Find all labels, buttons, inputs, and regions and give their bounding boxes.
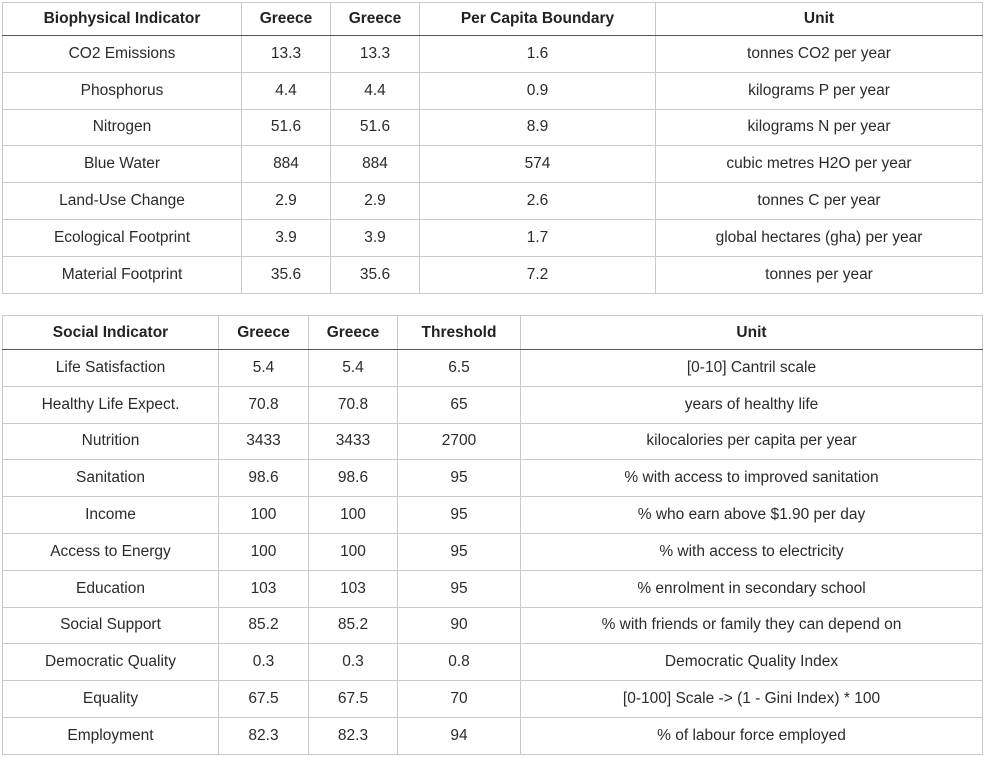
threshold-cell: 1.7	[420, 219, 656, 256]
unit-cell: % with access to improved sanitation	[521, 460, 983, 497]
indicator-cell: Life Satisfaction	[3, 350, 219, 387]
table-row	[3, 607, 983, 644]
unit-cell: tonnes CO2 per year	[656, 36, 983, 73]
table-row	[3, 717, 983, 754]
greece-value-cell: 51.6	[331, 109, 420, 146]
greece-value-cell: 103	[219, 570, 309, 607]
indicator-cell: Sanitation	[3, 460, 219, 497]
table-row	[3, 533, 983, 570]
indicator-cell: Material Footprint	[3, 256, 242, 293]
table-row	[3, 256, 983, 293]
table-row	[3, 109, 983, 146]
column-header-greece: Greece	[331, 3, 420, 36]
greece-value-cell: 13.3	[331, 36, 420, 73]
table-row	[3, 644, 983, 681]
greece-value-cell: 5.4	[309, 350, 398, 387]
greece-value-cell: 67.5	[309, 681, 398, 718]
greece-value-cell: 4.4	[242, 72, 331, 109]
greece-value-cell: 51.6	[242, 109, 331, 146]
table-row	[3, 146, 983, 183]
column-header-boundary: Per Capita Boundary	[420, 3, 656, 36]
threshold-cell: 574	[420, 146, 656, 183]
unit-cell: [0-10] Cantril scale	[521, 350, 983, 387]
table-row	[3, 386, 983, 423]
threshold-cell: 70	[398, 681, 521, 718]
greece-value-cell: 103	[309, 570, 398, 607]
greece-value-cell: 100	[309, 533, 398, 570]
unit-cell: tonnes per year	[656, 256, 983, 293]
column-header-greece: Greece	[242, 3, 331, 36]
greece-value-cell: 67.5	[219, 681, 309, 718]
table-row	[3, 183, 983, 220]
indicator-cell: Phosphorus	[3, 72, 242, 109]
greece-value-cell: 2.9	[242, 183, 331, 220]
threshold-cell: 0.9	[420, 72, 656, 109]
threshold-cell: 95	[398, 533, 521, 570]
greece-value-cell: 82.3	[309, 717, 398, 754]
threshold-cell: 90	[398, 607, 521, 644]
table-row	[3, 460, 983, 497]
greece-value-cell: 3.9	[331, 219, 420, 256]
indicator-cell: Ecological Footprint	[3, 219, 242, 256]
table-header-row	[3, 3, 983, 36]
threshold-cell: 8.9	[420, 109, 656, 146]
indicator-cell: Democratic Quality	[3, 644, 219, 681]
social-indicator-table	[2, 315, 983, 755]
unit-cell: global hectares (gha) per year	[656, 219, 983, 256]
threshold-cell: 2.6	[420, 183, 656, 220]
greece-value-cell: 98.6	[219, 460, 309, 497]
unit-cell: % who earn above $1.90 per day	[521, 497, 983, 534]
indicator-cell: Healthy Life Expect.	[3, 386, 219, 423]
column-header-unit: Unit	[521, 316, 983, 350]
table-row	[3, 36, 983, 73]
indicator-cell: Nutrition	[3, 423, 219, 460]
table-row	[3, 423, 983, 460]
greece-value-cell: 3.9	[242, 219, 331, 256]
table-row	[3, 72, 983, 109]
column-header-indicator: Biophysical Indicator	[3, 3, 242, 36]
indicator-cell: Nitrogen	[3, 109, 242, 146]
unit-cell: Democratic Quality Index	[521, 644, 983, 681]
table-row	[3, 497, 983, 534]
threshold-cell: 95	[398, 460, 521, 497]
threshold-cell: 2700	[398, 423, 521, 460]
indicator-cell: Income	[3, 497, 219, 534]
greece-value-cell: 5.4	[219, 350, 309, 387]
unit-cell: years of healthy life	[521, 386, 983, 423]
indicator-cell: Equality	[3, 681, 219, 718]
unit-cell: % with friends or family they can depend on	[521, 607, 983, 644]
unit-cell: % enrolment in secondary school	[521, 570, 983, 607]
indicator-cell: Education	[3, 570, 219, 607]
threshold-cell: 7.2	[420, 256, 656, 293]
table-header-row	[3, 316, 983, 350]
unit-cell: kilograms P per year	[656, 72, 983, 109]
threshold-cell: 65	[398, 386, 521, 423]
greece-value-cell: 3433	[309, 423, 398, 460]
greece-value-cell: 98.6	[309, 460, 398, 497]
unit-cell: % with access to electricity	[521, 533, 983, 570]
indicator-cell: Land-Use Change	[3, 183, 242, 220]
greece-value-cell: 13.3	[242, 36, 331, 73]
greece-value-cell: 100	[309, 497, 398, 534]
threshold-cell: 0.8	[398, 644, 521, 681]
column-header-greece: Greece	[219, 316, 309, 350]
table-row	[3, 681, 983, 718]
threshold-cell: 1.6	[420, 36, 656, 73]
greece-value-cell: 100	[219, 533, 309, 570]
indicator-cell: Access to Energy	[3, 533, 219, 570]
greece-value-cell: 70.8	[309, 386, 398, 423]
social-table-body	[3, 350, 983, 755]
biophysical-table-body	[3, 36, 983, 294]
greece-value-cell: 4.4	[331, 72, 420, 109]
greece-value-cell: 35.6	[242, 256, 331, 293]
indicator-cell: Employment	[3, 717, 219, 754]
greece-value-cell: 85.2	[219, 607, 309, 644]
threshold-cell: 6.5	[398, 350, 521, 387]
threshold-cell: 95	[398, 570, 521, 607]
indicator-cell: CO2 Emissions	[3, 36, 242, 73]
greece-value-cell: 82.3	[219, 717, 309, 754]
greece-value-cell: 2.9	[331, 183, 420, 220]
greece-value-cell: 85.2	[309, 607, 398, 644]
greece-value-cell: 35.6	[331, 256, 420, 293]
greece-value-cell: 0.3	[219, 644, 309, 681]
greece-value-cell: 884	[331, 146, 420, 183]
greece-value-cell: 884	[242, 146, 331, 183]
table-row	[3, 350, 983, 387]
unit-cell: % of labour force employed	[521, 717, 983, 754]
indicator-cell: Social Support	[3, 607, 219, 644]
table-row	[3, 219, 983, 256]
threshold-cell: 95	[398, 497, 521, 534]
column-header-greece: Greece	[309, 316, 398, 350]
table-row	[3, 570, 983, 607]
unit-cell: cubic metres H2O per year	[656, 146, 983, 183]
unit-cell: [0-100] Scale -> (1 - Gini Index) * 100	[521, 681, 983, 718]
threshold-cell: 94	[398, 717, 521, 754]
greece-value-cell: 70.8	[219, 386, 309, 423]
greece-value-cell: 3433	[219, 423, 309, 460]
column-header-unit: Unit	[656, 3, 983, 36]
unit-cell: kilocalories per capita per year	[521, 423, 983, 460]
column-header-indicator: Social Indicator	[3, 316, 219, 350]
greece-value-cell: 0.3	[309, 644, 398, 681]
indicator-cell: Blue Water	[3, 146, 242, 183]
unit-cell: kilograms N per year	[656, 109, 983, 146]
unit-cell: tonnes C per year	[656, 183, 983, 220]
biophysical-indicator-table	[2, 2, 983, 294]
column-header-threshold: Threshold	[398, 316, 521, 350]
greece-value-cell: 100	[219, 497, 309, 534]
